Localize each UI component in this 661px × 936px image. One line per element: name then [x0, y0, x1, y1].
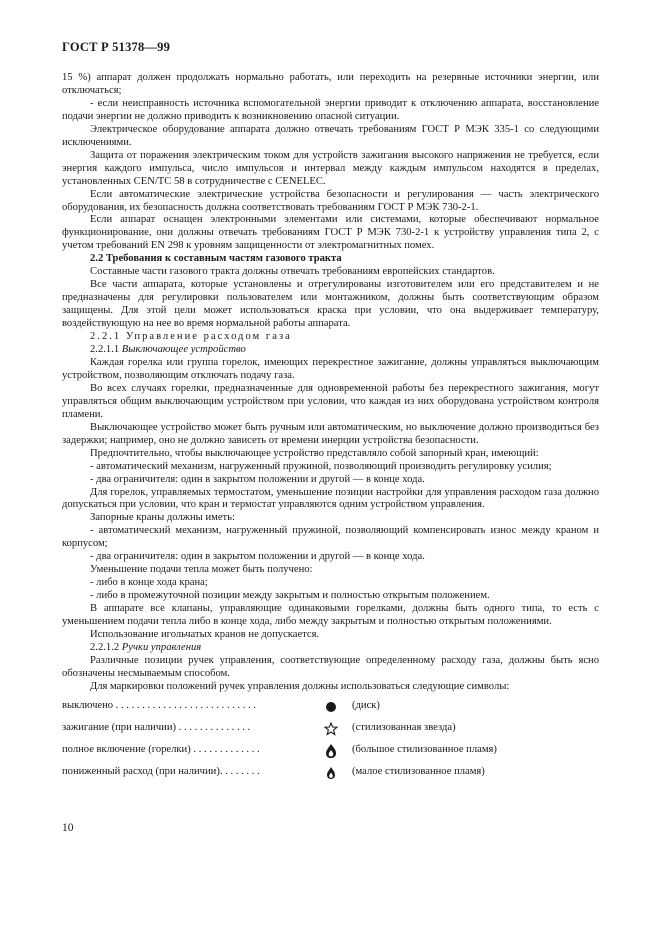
paragraph: Если автоматические электрические устройства безопасности и регулирования — часть электрического оборудования, их безопасность должна соответствовать требованиям ГОСТ Р МЭК 730-2-1.	[62, 188, 599, 213]
symbol-label: зажигание (при наличии) . . . . . . . . . . . . . .	[62, 722, 251, 734]
page-number: 10	[62, 822, 74, 834]
paragraph: Различные позиции ручек управления, соответствующие определенному расходу газа, должны быть ясно обозначены несмываемым способом.	[62, 654, 599, 679]
symbol-row	[62, 740, 599, 762]
page-header: ГОСТ Р 51378—99	[62, 40, 171, 54]
symbol-description: (стилизованная звезда)	[352, 722, 456, 734]
paragraph: В аппарате все клапаны, управляющие одинаковыми горелками, должны быть одного типа, то есть с уменьшением подачи тепла либо в конце хода, либо между закрытым и полностью открытым положениями.	[62, 603, 599, 628]
symbol-label: пониженный расход (при наличии). . . . . . . .	[62, 766, 260, 778]
subsubsection-title: Ручки управления	[121, 641, 202, 653]
disk-icon	[320, 699, 342, 715]
paragraph: Каждая горелка или группа горелок, имеющих перекрестное зажигание, должны управляться выключающим устройством, позволяющим отключать подачу газа.	[62, 356, 599, 381]
paragraph: Выключающее устройство может быть ручным или автоматическим, но выключение должно производиться без задержки; например, оно не должно зависеть от времени инерции устройства безопасности.	[62, 421, 599, 446]
list-item: - два ограничителя: один в закрытом положении и другой — в конце хода.	[90, 473, 425, 485]
symbols-table	[62, 696, 599, 784]
subsubsection-number: 2.2.1.2	[90, 641, 120, 653]
list-item: - автоматический механизм, нагруженный пружиной, позволяющий компенсировать износ между краном и корпусом;	[62, 525, 599, 550]
paragraph: Все части аппарата, которые установлены и отрегулированы изготовителем или его представителем и не предназначены для регулировки пользователем или монтажником, должны быть соответствующим образом защищены. Для этой цели может использоваться краска при условии, что она выдерживает температуру, воздействующую на нее во время нормальной работы аппарата.	[62, 279, 599, 330]
paragraph: Для маркировки положений ручек управления должны использоваться следующие символы:	[90, 680, 510, 692]
paragraph: Электрическое оборудование аппарата должно отвечать требованиям ГОСТ Р МЭК 335-1 со следующими исключениями.	[62, 123, 599, 148]
document-body	[62, 72, 599, 784]
small-flame-icon	[320, 765, 342, 781]
symbol-description: (большое стилизованное пламя)	[352, 744, 497, 756]
paragraph: Составные части газового тракта должны отвечать требованиям европейских стандартов.	[90, 266, 495, 278]
subsubsection-heading	[62, 344, 599, 357]
list-item: - либо в конце хода крана;	[90, 577, 208, 589]
star-icon	[320, 721, 342, 737]
paragraph: Запорные краны должны иметь:	[90, 512, 235, 524]
list-item: - либо в промежуточной позиции между закрытым и полностью открытым положением.	[90, 590, 490, 602]
symbol-row	[62, 762, 599, 784]
paragraph: Использование игольчатых кранов не допускается.	[90, 628, 320, 640]
paragraph: Предпочтительно, чтобы выключающее устройство представляло собой запорный кран, имеющий:	[90, 447, 539, 459]
paragraph: - если неисправность источника вспомогательной энергии приводит к отключению аппарата, восстановление подачи энергии не должно приводить к возникновению опасной ситуации.	[62, 97, 599, 122]
symbol-row	[62, 696, 599, 718]
subsubsection-heading	[62, 642, 599, 655]
section-heading: 2.2 Требования к составным частям газового тракта	[90, 253, 342, 265]
symbol-label: выключено . . . . . . . . . . . . . . . . . . . . . . . . . . .	[62, 700, 257, 712]
subsubsection-title: Выключающее устройство	[121, 344, 246, 356]
subsubsection-number: 2.2.1.1	[90, 344, 120, 356]
list-item: - автоматический механизм, нагруженный пружиной, позволяющий производить регулировку усилия;	[90, 460, 552, 472]
symbol-description: (малое стилизованное пламя)	[352, 766, 485, 778]
large-flame-icon	[320, 743, 342, 759]
list-item: - два ограничителя: один в закрытом положении и другой — в конце хода.	[90, 551, 425, 563]
symbol-label: полное включение (горелки) . . . . . . . . . . . . .	[62, 744, 260, 756]
paragraph: Для горелок, управляемых термостатом, уменьшение позиции настройки для управления расходом газа должно допускаться при условии, что кран и термостат управляются одним устройством управления.	[62, 486, 599, 511]
paragraph: Если аппарат оснащен электронными элементами или системами, которые обеспечивают нормальное функционирование, они должны отвечать требованиям ГОСТ Р МЭК 730-2-1 к устройству управления типа 2, с учетом требований EN 298 к уровням защищенности от электромагнитных помех.	[62, 214, 599, 252]
symbol-row	[62, 718, 599, 740]
paragraph: Уменьшение подачи тепла может быть получено:	[90, 564, 313, 576]
subsection-heading: 2.2.1 Управление расходом газа	[90, 331, 292, 343]
paragraph: 15 %) аппарат должен продолжать нормально работать, или переходить на резервные источники энергии, или отключаться;	[62, 72, 599, 96]
paragraph: Во всех случаях горелки, предназначенные для одновременной работы без перекрестного зажигания, могут управляться общим выключающим устройством при условии, что каждая из них оборудована устройством контроля пламени.	[62, 382, 599, 420]
symbol-description: (диск)	[352, 700, 380, 712]
paragraph: Защита от поражения электрическим током для устройств зажигания высокого напряжения не требуется, если энергия каждого импульса, число импульсов и интервал между каждым импульсом находятся в пределах, установленных CEN/TC 58 в сотрудничестве с CENELEC.	[62, 149, 599, 187]
